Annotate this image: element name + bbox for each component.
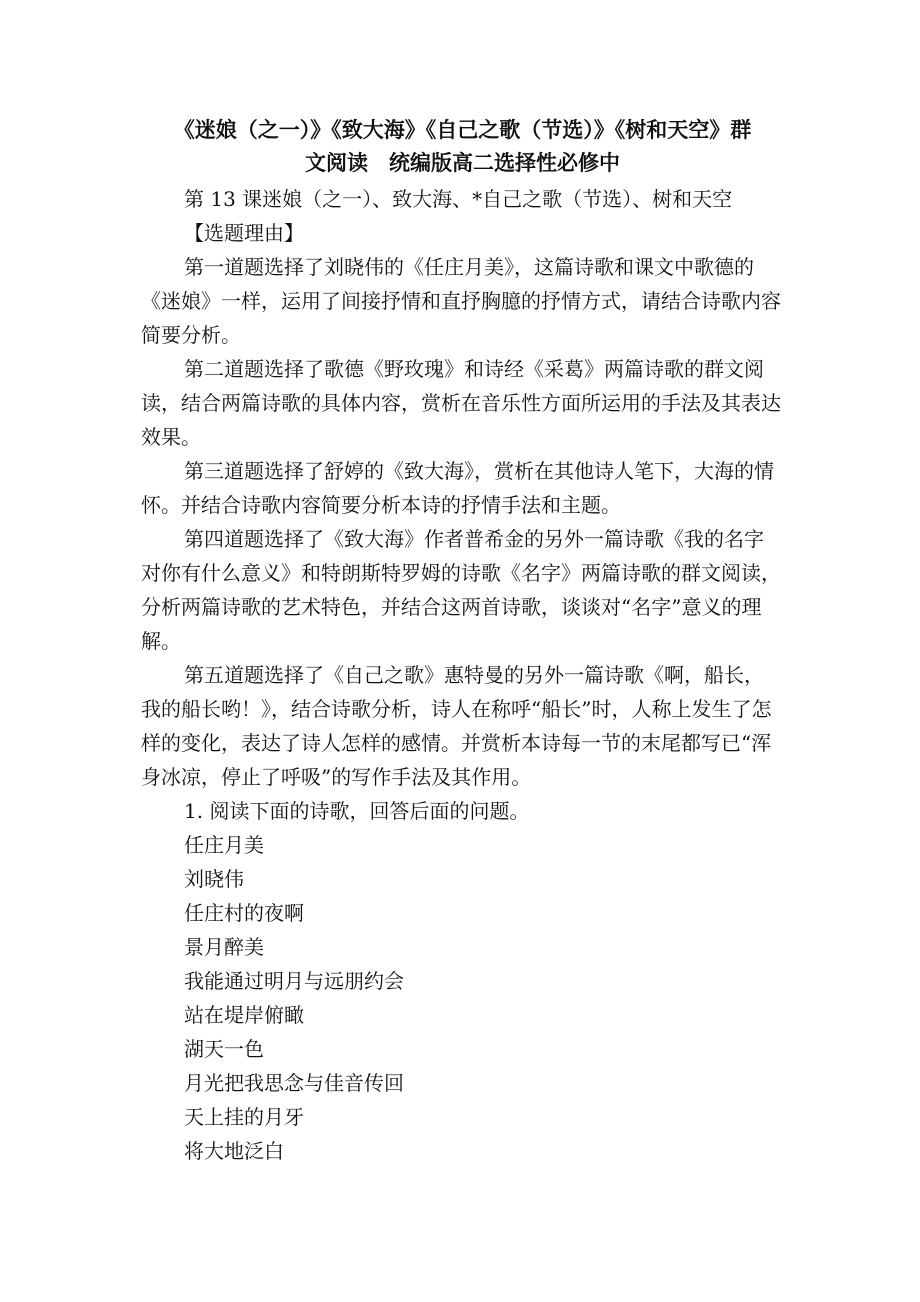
document-title-line-1: 《迷娘（之一）》《致大海》《自己之歌（节选）》《树和天空》群 (173, 118, 752, 142)
poem-line: 任庄村的夜啊 (184, 901, 304, 925)
lesson-line: 第 13 课迷娘（之一）、致大海、*自己之歌（节选）、树和天空 (184, 187, 733, 211)
poem-line: 景月醉美 (184, 935, 264, 959)
poem-line: 站在堤岸俯瞰 (184, 1003, 304, 1027)
paragraph-5: 第五道题选择了《自己之歌》惠特曼的另外一篇诗歌《啊，船长，我的船长哟！》，结合诗歌分析，诗人在称呼“船长”时，人称上发生了怎样的变化，表达了诗人怎样的感情。并赏析本诗每一节的末尾都写已“浑身冰凉，停止了呼吸”的写作手法及其作用。 (141, 663, 772, 789)
paragraph-4: 第四道题选择了《致大海》作者普希金的另外一篇诗歌《我的名字对你有什么意义》和特朗斯特罗姆的诗歌《名字》两篇诗歌的群文阅读，分析两篇诗歌的艺术特色，并结合这两首诗歌，谈谈对“名字”意义的理解。 (141, 527, 781, 653)
section-heading: 【选题理由】 (184, 221, 304, 245)
question-prompt: 1. 阅读下面的诗歌，回答后面的问题。 (184, 799, 530, 823)
poem-line: 湖天一色 (184, 1037, 264, 1061)
document-title-line-2: 文阅读 统编版高二选择性必修中 (305, 151, 620, 175)
paragraph-3: 第三道题选择了舒婷的《致大海》，赏析在其他诗人笔下，大海的情怀。并结合诗歌内容简要分析本诗的抒情手法和主题。 (141, 459, 774, 517)
poem-line: 月光把我思念与佳音传回 (184, 1071, 404, 1095)
poem-line: 天上挂的月牙 (184, 1105, 304, 1129)
paragraph-2: 第二道题选择了歌德《野玫瑰》和诗经《采葛》两篇诗歌的群文阅读，结合两篇诗歌的具体内容，赏析在音乐性方面所运用的手法及其表达效果。 (141, 357, 781, 449)
poem-title: 任庄月美 (184, 833, 264, 857)
paragraph-1: 第一道题选择了刘晓伟的《任庄月美》，这篇诗歌和课文中歌德的《迷娘》一样，运用了间接抒情和直抒胸臆的抒情方式，请结合诗歌内容简要分析。 (141, 255, 781, 347)
poem-line: 将大地泛白 (184, 1139, 284, 1163)
poem-line: 我能通过明月与远朋约会 (184, 969, 404, 993)
poem-author: 刘晓伟 (184, 867, 244, 891)
